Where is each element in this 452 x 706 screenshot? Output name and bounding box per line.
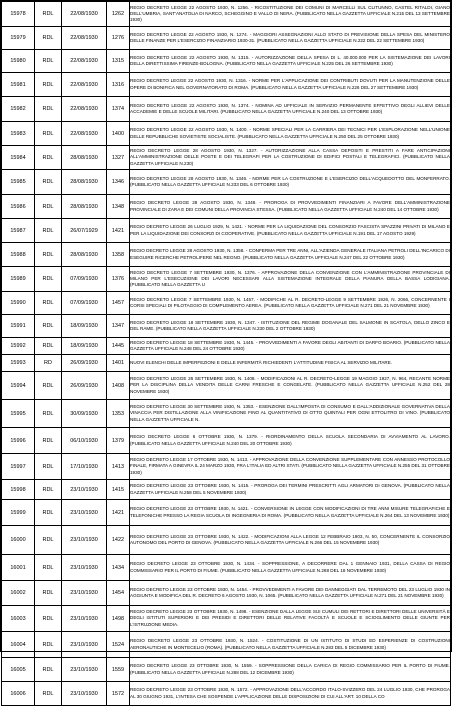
law-number: 15989 [2,267,35,292]
law-number: 16004 [2,632,35,658]
law-number: 15990 [2,292,35,315]
law-description-text: NUOVI ELENCHI DELLE IMPERFEZIONI E DELLE INFERMITÀ RICHIEDENTI L'ATTITUDINE FISICA AL SERVIZIO MILITARE. [130,359,393,365]
law-description-text: REGIO DECRETO LEGGE 28 AGOSTO 1930, N. 1358. - CONFERMA PER TRE ANNI, ALL'AZIENDA GENERALE ITALIANA PETROLI DELL'INCARICO DI ESEGUIRE RICERCHE PETROLIFERE NEL REGNO. (PUBBLICATO NELLA GAZZETTA UFFICIALE N.247 DEL 22 OTTOBRE 1930) [130,248,450,260]
table-row [2,400,451,428]
law-number: 15983 [2,122,35,146]
law-description [130,606,451,632]
law-page-number: 1347 [107,315,130,338]
law-page-number: 1457 [107,292,130,315]
law-type: RDL [35,682,62,706]
law-description-text: REGIO DECRETO LEGGE 23 OTTOBRE 1930, N. 1559. - SOPPRESSIONE DELLA CARICA DI REGIO COMMISSARIO PER IL PORTO DI FIUME. (PUBBLICATO NELLA GAZZETTA UFFICIALE N.288 DEL 12 DICEMBRE 1930) [130,663,450,675]
law-page-number: 1434 [107,555,130,581]
law-number: 15978 [2,2,35,27]
law-description-text: REGIO DECRETO LEGGE 23 OTTOBRE 1930, N. 1422. - MODIFICAZIONI ALLA LEGGE 12 FEBBRAIO 1903, N. 50, CONCERNENTE IL CONSORZIO AUTONOMO DEL PORTO DI GENOVA. (PUBBLICATO NELLA GAZZETTA UFFICIALE N.266 DEL 15 NOVEMBRE 1930) [130,533,450,545]
law-number: 15996 [2,428,35,454]
law-description [130,97,451,122]
law-description-text: REGIO DECRETO LEGGE 26 SETTEMBRE 1930, N. 1408. - MODIFICAZIONI AL R. DECRETO-LEGGE 19 MAGGIO 1927, N. 964, RECANTE NORME PER LA DISCIPLINA DELLA VENDITA DELLE CARNI FRESCHE E CONGELATE. (PUBBLICATO NELLA GAZZETTA UFFICIALE N.252 DEL 28 NOVEMBRE 1930) [130,376,450,394]
table-row [2,454,451,480]
law-description [130,146,451,170]
table-row [2,2,451,27]
law-description-text: REGIO DECRETO LEGGE 22 AGOSTO 1930, N. 1374. - NOMINA AD UFFICIALE IN SERVIZIO PERMANENTE EFFETTIVO DEGLI ALLIEVI DELLE ACCADEMIE E DELLE SCUOLE MILITARI. (PUBBLICATO NELLA GAZZETTA UFFICIALE N.240 DEL 13 OTTOBRE 1930) [130,102,450,114]
law-index-rows [2,2,451,706]
law-date: 07/09/1930 [62,292,107,315]
law-page-number: 1374 [107,97,130,122]
law-date: 18/09/1930 [62,315,107,338]
law-page-number: 1559 [107,658,130,682]
table-row [2,97,451,122]
law-number: 16002 [2,581,35,606]
law-number: 15980 [2,50,35,73]
law-description-text: REGIO DECRETO LEGGE 22 AGOSTO 1930, N. 1274. - MAGGIORI ASSEGNAZIONI ALLO STATO DI PREVISIONE DELLA SPESA DEL MINISTERO DELLE FINANZE PER L'ESERCIZIO FINANZIARIO 1930-31. (PUBBLICATO NELLA GAZZETTA UFFICIALE N.222 DEL 22 SETTEMBRE 1930) [130,31,450,43]
table-row [2,292,451,315]
law-number: 15998 [2,480,35,500]
law-description-text: REGIO DECRETO LEGGE 23 OTTOBRE 1930, N. 1434. - SOPPRESSIONE, A DECORRERE DAL 1 GENNAIO 1931, DELLA CASSA DI REGIO COMMISSARIO PER IL PORTO DI FIUME. (PUBBLICATO NELLA GAZZETTA UFFICIALE N.268 DEL 18 NOVEMBRE 1930) [130,561,450,573]
law-date: 30/09/1930 [62,400,107,428]
table-row [2,50,451,73]
law-description-text: REGIO DECRETO LEGGE 22 AGOSTO 1930, N. 1400. - NORME SPECIALI PER LA CARRIERA DEI TECNICI PER L'ESPLORAZIONE NELL'UNIONE DELLE REPUBBLICHE SOVIETISTE SOCIALISTE. (PUBBLICATO NELLA GAZZETTA UFFICIALE N.250 DEL 25 OTTOBRE 1930) [130,127,450,139]
table-row [2,632,451,658]
law-description [130,500,451,526]
law-description-text: REGIO DECRETO LEGGE 30 SETTEMBRE 1930, N. 1353. - ESENZIONE DALL'IMPOSTA DI CONSUMO E DALL'ADDIZIONALE GOVERNATIVA DELLA VINACCIA PER DISTILLAZIONE ALLA VINIFICAZIONE FINO AL QUANTITATIVO DI OTTO QUINTALI PER OGNI ETTOLITRO DI VINO. (PUBBLICATO NELLA GAZZETTA UFFICIALE N. [130,404,450,422]
table-row [2,606,451,632]
law-description [130,195,451,219]
law-page-number: 1421 [107,219,130,243]
law-page-number: 1413 [107,454,130,480]
law-description-text: REGIO DECRETO LEGGE 23 OTTOBRE 1930, N. 1524. - COSTITUZIONE DI UN ISTITUTO DI STUDI ED ESPERIENZE DI COSTRUZIONI AERONAUTICHE IN MONTECELIO (ROMA). (PUBBLICATO NELLA GAZZETTA UFFICIALE N.283 DEL 5 DICEMBRE 1930) [130,638,450,650]
table-row [2,267,451,292]
table-row [2,315,451,338]
law-date: 22/08/1930 [62,122,107,146]
law-description [130,400,451,428]
law-date: 22/08/1930 [62,2,107,27]
law-type: RDL [35,454,62,480]
law-description-text: REGIO DECRETO LEGGE 23 OTTOBRE 1930, N. 1415. - PROROGA DEI TERMINI PRESCRITTI AGLI ARMATORI DI GENOVA. (PUBBLICATO NELLA GAZZETTA UFFICIALE N.258 DEL 5 NOVEMBRE 1930) [130,483,450,495]
law-page-number: 1346 [107,170,130,195]
law-type: RDL [35,632,62,658]
law-type: RDL [35,97,62,122]
law-page-number: 1316 [107,73,130,97]
law-description [130,632,451,658]
law-type: RD [35,355,62,372]
law-date: 23/10/1930 [62,581,107,606]
table-row [2,243,451,267]
law-date: 26/07/1929 [62,219,107,243]
law-type: RDL [35,2,62,27]
law-description-text: REGIO DECRETO LEGGE 28 AGOSTO 1930, N. 1327. - AUTORIZZAZIONE ALLA CASSA DEPOSITI E PRESTITI A FARE ANTICIPAZIONI ALL'AMMINISTRAZIONE DELLE POSTE E DEI TELEGRAFI PER LA COSTRUZIONE DI EDIFICI POSTALI E TELEGRAFICI. (PUBBLICATO NELLA GAZZETTA UFFICIALE N.230) [130,148,450,166]
law-number: 16005 [2,658,35,682]
law-number: 15999 [2,500,35,526]
law-description [130,526,451,555]
table-row [2,146,451,170]
law-description-text: REGIO DECRETO LEGGE 22 AGOSTO 1930, N. 1256. - RICOSTITUZIONE DEI COMUNI DI MARCELLI SUL CLITUNNO, CASTEL RITALDI, GIANO DELL'UMBRIA, SANT'ANATOLIA DI NARCO, SCHEGGINO E VALLO DI NERA. (PUBBLICATO NELLA GAZZETTA UFFICIALE N.215 DEL 13 SETTEMBRE 1930) [130,4,450,23]
law-number: 15987 [2,219,35,243]
law-number: 15985 [2,170,35,195]
law-date: 28/08/1930 [62,243,107,267]
law-page-number: 1408 [107,372,130,400]
law-description [130,315,451,338]
law-description [130,428,451,454]
law-description [130,682,451,706]
law-date: 17/10/1930 [62,454,107,480]
law-type: RDL [35,372,62,400]
law-page-number: 1353 [107,400,130,428]
law-page-number: 1401 [107,355,130,372]
law-description-text: REGIO DECRETO LEGGE 17 OTTOBRE 1930, N. 1413. - APPROVAZIONE DELLA CONVENZIONE SUPPLEMENTARE CON ANNESSO PROTOCOLLO FINALE, FIRMATA A GINEVRA IL 24 MARZO 1930, FRA L'ITALIA ED ALTRI STATI. (PUBBLICATO NELLA GAZZETTA UFFICIALE N.255 DEL 31 OTTOBRE 1930) [130,457,450,475]
law-description-text: REGIO DECRETO LEGGE 22 AGOSTO 1930, N. 1316. - NORME PER L'APPLICAZIONE DEI CONTRIBUTI DOVUTI PER LA MANUTENZIONE DELLE OPERE DI BONIFICA NEL GOVERNATORATO DI ROMA. (PUBBLICATO NELLA GAZZETTA UFFICIALE N.226 DEL 27 SETTEMBRE 1930) [130,78,450,90]
law-type: RDL [35,606,62,632]
law-number: 15991 [2,315,35,338]
law-type: RDL [35,170,62,195]
law-description [130,338,451,355]
law-date: 23/10/1930 [62,682,107,706]
law-number: 15993 [2,355,35,372]
law-date: 06/10/1930 [62,428,107,454]
law-page-number: 1415 [107,480,130,500]
law-date: 26/09/1930 [62,355,107,372]
table-row [2,428,451,454]
law-date: 22/08/1930 [62,97,107,122]
law-date: 28/08/1930 [62,170,107,195]
law-description [130,243,451,267]
law-date: 23/10/1930 [62,526,107,555]
law-number: 16000 [2,526,35,555]
law-page-number: 1445 [107,338,130,355]
law-number: 16006 [2,682,35,706]
law-type: RDL [35,195,62,219]
law-description [130,355,451,372]
law-date: 07/09/1930 [62,267,107,292]
law-description-text: REGIO DECRETO LEGGE 23 OTTOBRE 1930, N. 1421. - CONVERSIONE IN LEGGE CON MODIFICAZIONI DI TRE ANNI MISURE TELEGRAFICHE E TELEFONICHE PRESSO LA REGIA SCUOLA DI INGEGNERIA DI ROMA. (PUBBLICATO NELLA GAZZETTA UFFICIALE N.264 DEL 13 NOVEMBRE 1930) [130,506,450,518]
law-date: 22/08/1930 [62,27,107,50]
law-date: 28/08/1930 [62,146,107,170]
law-description [130,50,451,73]
table-row [2,581,451,606]
law-date: 23/10/1930 [62,500,107,526]
law-description [130,267,451,292]
law-type: RDL [35,146,62,170]
table-row [2,195,451,219]
law-page-number: 1524 [107,632,130,658]
law-description [130,122,451,146]
law-type: RDL [35,581,62,606]
law-type: RDL [35,27,62,50]
law-description [130,555,451,581]
law-type: RDL [35,526,62,555]
law-description-text: REGIO DECRETO LEGGE 26 LUGLIO 1929, N. 1421. - NORME PER LA LIQUIDAZIONE DEL CONSORZIO FASCISTA SPAZZINI PRIVATI DI MILANO E PER LA LIQUIDAZIONE DEI CONSORZI DI COOPERATIVE. (PUBBLICATO NELLA GAZZETTA UFFICIALE N.191 DEL 17 AGOSTO 1929) [130,224,450,236]
law-date: 28/08/1930 [62,195,107,219]
law-page-number: 1400 [107,122,130,146]
law-type: RDL [35,267,62,292]
law-date: 26/09/1930 [62,372,107,400]
law-page-number: 1262 [107,2,130,27]
law-date: 18/09/1930 [62,338,107,355]
law-number: 16001 [2,555,35,581]
law-index-table [1,1,451,706]
law-number: 15992 [2,338,35,355]
law-description-text: REGIO DECRETO LEGGE 28 AGOSTO 1930, N. 1348. - PROROGA DI PROVVEDIMENTI FINANZIARI A FAVORE DELL'AMMINISTRAZIONE PROVINCIALE DI ZARA E DEI COMUNI DELLA PROVINCIA STESSA. (PUBBLICATO NELLA GAZZETTA UFFICIALE N.240 DEL 14 OTTOBRE 1930) [130,200,450,212]
law-page-number: 1348 [107,195,130,219]
law-type: RDL [35,480,62,500]
law-type: RDL [35,243,62,267]
law-date: 22/08/1930 [62,73,107,97]
law-description [130,454,451,480]
law-description-text: REGIO DECRETO LEGGE 28 AGOSTO 1930, N. 1346. - NORME PER LA COSTRUZIONE E L'ESERCIZIO DELL'ACQUEDOTTO DEL MONFERRATO. (PUBBLICATO NELLA GAZZETTA UFFICIALE N.233 DEL 6 OTTOBRE 1930) [130,175,450,187]
law-number: 16003 [2,606,35,632]
law-description-text: REGIO DECRETO LEGGE 18 SETTEMBRE 1930, N. 1445. - PROVVEDIMENTI A FAVORE DEGLI ABITANTI DI DARFO BOARIO. (PUBBLICATO NELLA GAZZETTA UFFICIALE N.248 DEL 24 OTTOBRE 1930) [130,339,450,351]
law-type: RDL [35,555,62,581]
table-row [2,122,451,146]
law-page-number: 1454 [107,581,130,606]
law-description [130,27,451,50]
law-number: 15979 [2,27,35,50]
law-description [130,292,451,315]
law-number: 15981 [2,73,35,97]
law-page-number: 1422 [107,526,130,555]
law-date: 22/08/1930 [62,50,107,73]
law-description-text: REGIO DECRETO LEGGE 23 OTTOBRE 1930, N. 1454. - PROVVEDIMENTI A FAVORE DEI DANNEGGIATI DAL TERREMOTO DEL 23 LUGLIO 1930 IN AGGIUNTA E MODIFICA DEL R. DECRETO 6 AGOSTO 1930, N. 1065. (PUBBLICATO NELLA GAZZETTA UFFICIALE N.271 DEL 21 NOVEMBRE 1930) [130,586,450,598]
law-type: RDL [35,338,62,355]
law-description [130,658,451,682]
table-row [2,480,451,500]
law-type: RDL [35,73,62,97]
table-row [2,170,451,195]
law-date: 23/10/1930 [62,632,107,658]
law-type: RDL [35,428,62,454]
law-number: 15995 [2,400,35,428]
law-number: 15994 [2,372,35,400]
law-description-text: REGIO DECRETO LEGGE 23 OTTOBRE 1930, N. 1498. - ESENZIONE DALLA LEGGE SUI CUMULI DEI RETTORI E DIRETTORI DELLE UNIVERSITÀ E DEGLI ISTITUTI SUPERIORI E DEI PRESIDI E DIRETTORI DELLE RELATIVE FACOLTÀ E SCUOLE E SCIOGLIMENTO DELLE GIUNTE PER L'ISTRUZIONE MEDIA. [130,609,450,627]
law-description [130,372,451,400]
law-date: 23/10/1930 [62,555,107,581]
law-type: RDL [35,400,62,428]
law-type: RDL [35,292,62,315]
law-page-number: 1498 [107,606,130,632]
law-description [130,480,451,500]
law-type: RDL [35,122,62,146]
table-row [2,73,451,97]
law-page-number: 1327 [107,146,130,170]
law-type: RDL [35,315,62,338]
law-description-text: REGIO DECRETO LEGGE 22 AGOSTO 1930, N. 1315. - AUTORIZZAZIONE DELLA SPESA DI L. 40.000.000 PER LA SISTEMAZIONE DEI LAVORI DELLA DIRETTISSIMA FIRENZE-BOLOGNA. (PUBBLICATO NELLA GAZZETTA UFFICIALE N.225 DEL 26 SETTEMBRE 1930) [130,54,450,66]
table-row [2,526,451,555]
law-type: RDL [35,658,62,682]
law-description-text: REGIO DECRETO LEGGE 23 OTTOBRE 1930, N. 1572. - APPROVAZIONE DELL'ACCORDO ITALO-SVIZZERO DEL 24 LUGLIO 1930, CHE PROROGA AL 30 GIUGNO 1931, L'INTESA CHE SOSPENDE L'APPLICAZIONE DELLE DISPOSIZIONI DI CUI ALL'ART. 10 DELLA CO [130,687,450,699]
table-row [2,27,451,50]
law-number: 15988 [2,243,35,267]
law-type: RDL [35,500,62,526]
law-page-number: 1376 [107,267,130,292]
law-number: 15986 [2,195,35,219]
law-description-text: REGIO DECRETO LEGGE 7 SETTEMBRE 1930, N. 1376. - APPROVAZIONE DELLA CONVENZIONE CON L'AMMINISTRAZIONE PROVINCIALE DI MILANO PER L'ESECUZIONE DEI LAVORI NECESSARI ALLA SISTEMAZIONE INTEGRALE DELLA PIANURA DELLA BASSA LODIGIANA. (PUBBLICATO NELLA GAZZETTA U [130,269,450,288]
table-row [2,372,451,400]
law-type: RDL [35,219,62,243]
table-row [2,355,451,372]
law-description [130,2,451,27]
law-description-text: REGIO DECRETO LEGGE 6 OTTOBRE 1930, N. 1379. - RIORDINAMENTO DELLA SCUOLA SECONDARIA DI AVVIAMENTO AL LAVORO. (PUBBLICATO NELLA GAZZETTA UFFICIALE N.240 DEL 20 OTTOBRE 1930) [130,434,450,446]
table-row [2,219,451,243]
law-page-number: 1379 [107,428,130,454]
law-description [130,73,451,97]
law-description [130,219,451,243]
law-page-number: 1276 [107,27,130,50]
law-page-number: 1421 [107,500,130,526]
table-row [2,338,451,355]
law-page-number: 1358 [107,243,130,267]
law-description-text: REGIO DECRETO LEGGE 7 SETTEMBRE 1930, N. 1457. - MODIFICHE AL R. DECRETO-LEGGE 9 SETTEMBRE 1926, N. 2066, CONCERNENTE I CORSI SPECIALI DI PILOTAGGIO DI COMPLEMENTO AEREA. (PUBBLICATO NELLA GAZZETTA UFFICIALE N.271 DEL 21 NOVEMBRE 1930) [130,296,450,308]
law-date: 23/10/1930 [62,606,107,632]
law-number: 15984 [2,146,35,170]
table-row [2,555,451,581]
table-row [2,658,451,682]
law-type: RDL [35,50,62,73]
law-number: 15982 [2,97,35,122]
law-description [130,170,451,195]
law-page-number: 1315 [107,50,130,73]
law-page-number: 1572 [107,682,130,706]
law-number: 15997 [2,454,35,480]
table-row [2,682,451,706]
law-description-text: REGIO DECRETO LEGGE 18 SETTEMBRE 1930, N. 1347. - ISTITUZIONE DEL REGIME DOGANALE DEL SALMONE IN SCATOLA, DELLO ZINCO E DEL RAME. (PUBBLICATO NELLA GAZZETTA UFFICIALE N.230 DEL 2 OTTOBRE 1930) [130,319,450,331]
law-date: 23/10/1930 [62,658,107,682]
law-description [130,581,451,606]
table-row [2,500,451,526]
law-date: 23/10/1930 [62,480,107,500]
